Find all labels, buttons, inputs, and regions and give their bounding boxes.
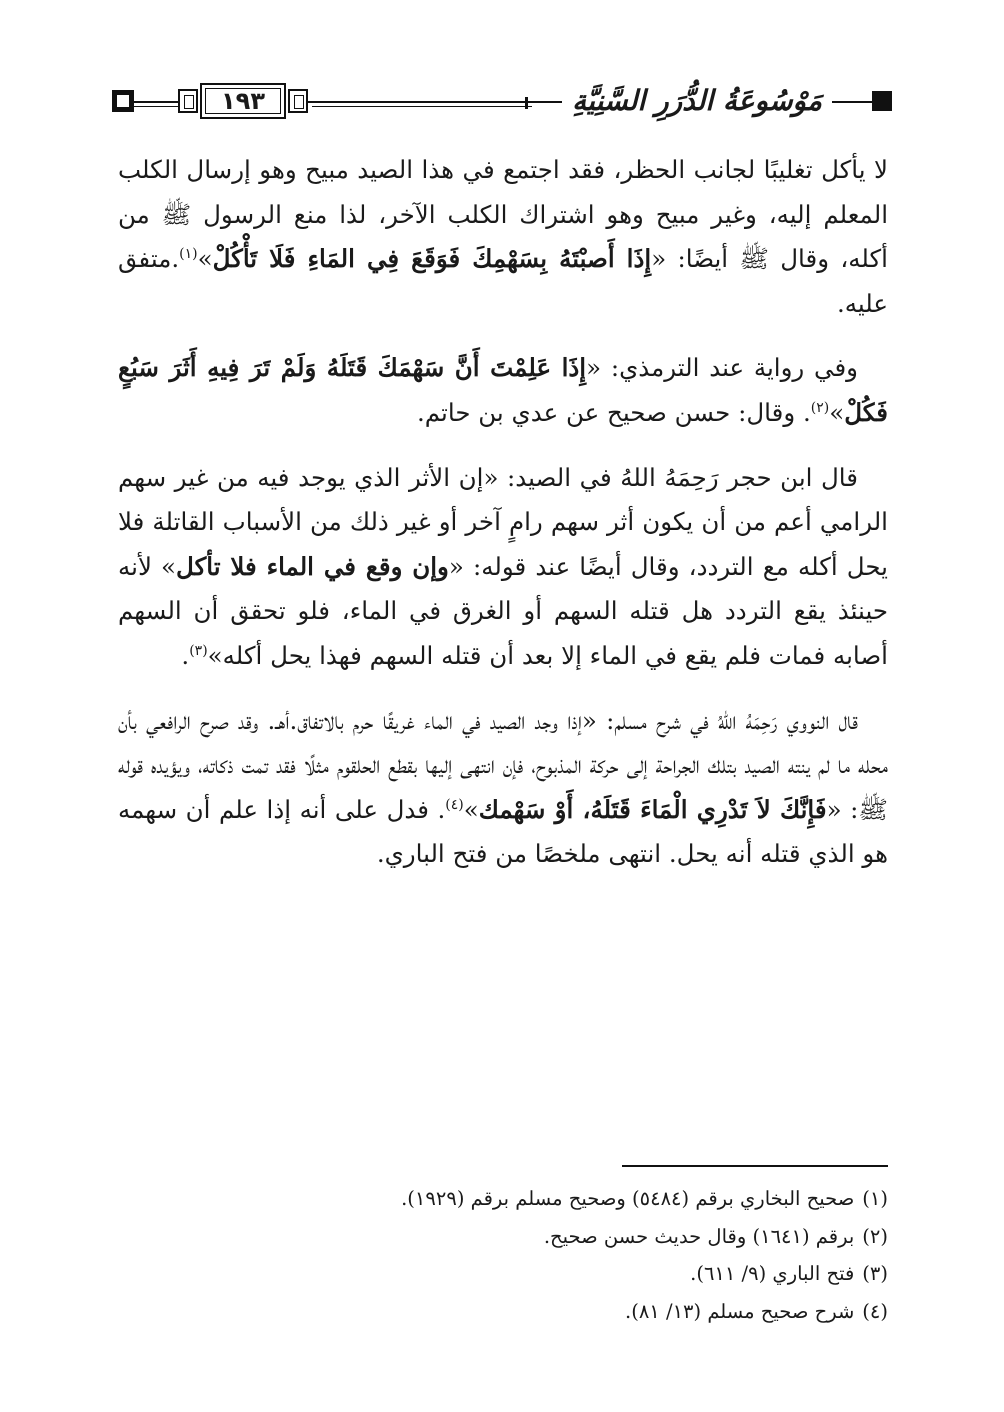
ornament-right bbox=[288, 89, 308, 113]
footnote-number: (٤) bbox=[862, 1299, 888, 1323]
footnote-text: صحيح البخاري برقم (٥٤٨٤) وصحيح مسلم برقم (١٩٢٩). bbox=[401, 1187, 855, 1210]
page-number-box bbox=[178, 83, 308, 119]
ornament-left bbox=[178, 89, 198, 113]
paragraph bbox=[118, 456, 888, 679]
paragraph bbox=[118, 148, 888, 326]
footnote-separator bbox=[622, 1165, 888, 1167]
footnote-number: (١) bbox=[862, 1187, 888, 1210]
header-square-filled bbox=[872, 91, 892, 111]
text-run: قال ابن حجر رَحِمَهُ اللهُ في الصيد: «إن الأثر الذي يوجد فيه من غير سهم الرامي أعم من أن يكون أثر سهم رامٍ آخر أو غير ذلك من الأسباب القاتلة فلا يحل أكله مع التردد، وقال أيضًا عند قوله: « bbox=[118, 462, 888, 581]
footnote bbox=[118, 1180, 888, 1218]
header-rule-thin-mid bbox=[312, 106, 532, 107]
page-header bbox=[112, 78, 892, 128]
paragraph bbox=[118, 346, 888, 435]
footnote-reference: (٢) bbox=[810, 399, 830, 416]
footnote-reference: (٤) bbox=[445, 796, 464, 813]
page-number-frame bbox=[200, 83, 286, 119]
hadith-quote: وإن وقع في الماء فلا تأكل bbox=[176, 551, 449, 581]
footnote bbox=[118, 1218, 888, 1256]
hadith-quote: إِذَا أَصبْتَهُ بِسَهْمِكَ فَوَقَعَ فِي المَاءِ فَلَا تَأْكُلْ bbox=[212, 244, 652, 274]
page-number: ١٩٣ bbox=[221, 87, 265, 115]
footnote-reference: (١) bbox=[179, 246, 198, 263]
footnote bbox=[118, 1255, 888, 1293]
text-run: .متفق عليه. bbox=[118, 244, 888, 318]
text-run: » bbox=[463, 794, 479, 824]
book-title: مَوْسُوعَةُ الدُّرَرِ السَّنِيَّةِ bbox=[572, 83, 822, 117]
hadith-quote: فَإِنَّكَ لاَ تَدْرِي الْمَاءَ قَتَلَهُ، أَوْ سَهْمك bbox=[478, 794, 827, 824]
main-text bbox=[118, 148, 888, 897]
book-title-wrap bbox=[562, 78, 832, 122]
footnote-text: فتح الباري (٩/ ٦١١). bbox=[690, 1262, 855, 1285]
text-run: » bbox=[829, 397, 845, 427]
text-run: قال النووي رَحِمَهُ اللهُ في شرح مسلم: «إذا وجد الصيد في الماء غريقًا حرم بالاتفاق.أهـ. وقد صرح الرافعي بأن محله ما لم ينته الصيد بتلك الجراحة إلى حركة المذبوح، فإن انتهى إليها بقطع الحلقوم مثلًا فقد تمت ذكاته، ويؤيده قوله ﷺ: « bbox=[118, 705, 888, 824]
text-run: وفي رواية عند الترمذي: « bbox=[586, 353, 858, 383]
footnote-reference: (٣) bbox=[189, 642, 208, 659]
footnote-number: (٢) bbox=[862, 1224, 888, 1248]
header-square-outline bbox=[112, 90, 134, 112]
header-tick bbox=[525, 97, 528, 109]
text-run: . فدل على أنه إذا علم أن سهمه هو الذي قتله أنه يحل. انتهى ملخصًا من فتح الباري. bbox=[118, 794, 888, 869]
footnotes bbox=[118, 1180, 888, 1330]
text-run: . bbox=[181, 640, 190, 670]
footnote-text: شرح صحيح مسلم (١٣/ ٨١). bbox=[625, 1299, 855, 1323]
footnote-text: برقم (١٦٤١) وقال حديث حسن صحيح. bbox=[543, 1224, 855, 1248]
footnote bbox=[118, 1293, 888, 1331]
text-run: لا يأكل تغليبًا لجانب الحظر، فقد اجتمع في هذا الصيد مبيح وهو إرسال الكلب المعلم إليه، وغير مبيح وهو اشتراك الكلب الآخر، لذا منع الرسول ﷺ من أكله، وقال ﷺ أيضًا: « bbox=[118, 155, 888, 274]
footnote-number: (٣) bbox=[862, 1262, 888, 1285]
text-run: . وقال: حسن صحيح عن عدي بن حاتم. bbox=[416, 397, 811, 427]
text-run: » لأنه حينئذ يقع التردد هل قتله السهم أو الغرق في الماء، فلو تحقق أن السهم أصابه فمات فلم يقع في الماء إلا بعد أن قتله السهم فهذا يحل أكله» bbox=[118, 551, 888, 670]
text-run: » bbox=[197, 244, 213, 274]
hadith-quote: إِذَا عَلِمْتَ أَنَّ سَهْمَكَ قَتَلَهُ وَلَمْ تَرَ فِيهِ أَثَرَ سَبُعٍ فَكُلْ bbox=[118, 353, 888, 427]
paragraph bbox=[118, 699, 888, 877]
